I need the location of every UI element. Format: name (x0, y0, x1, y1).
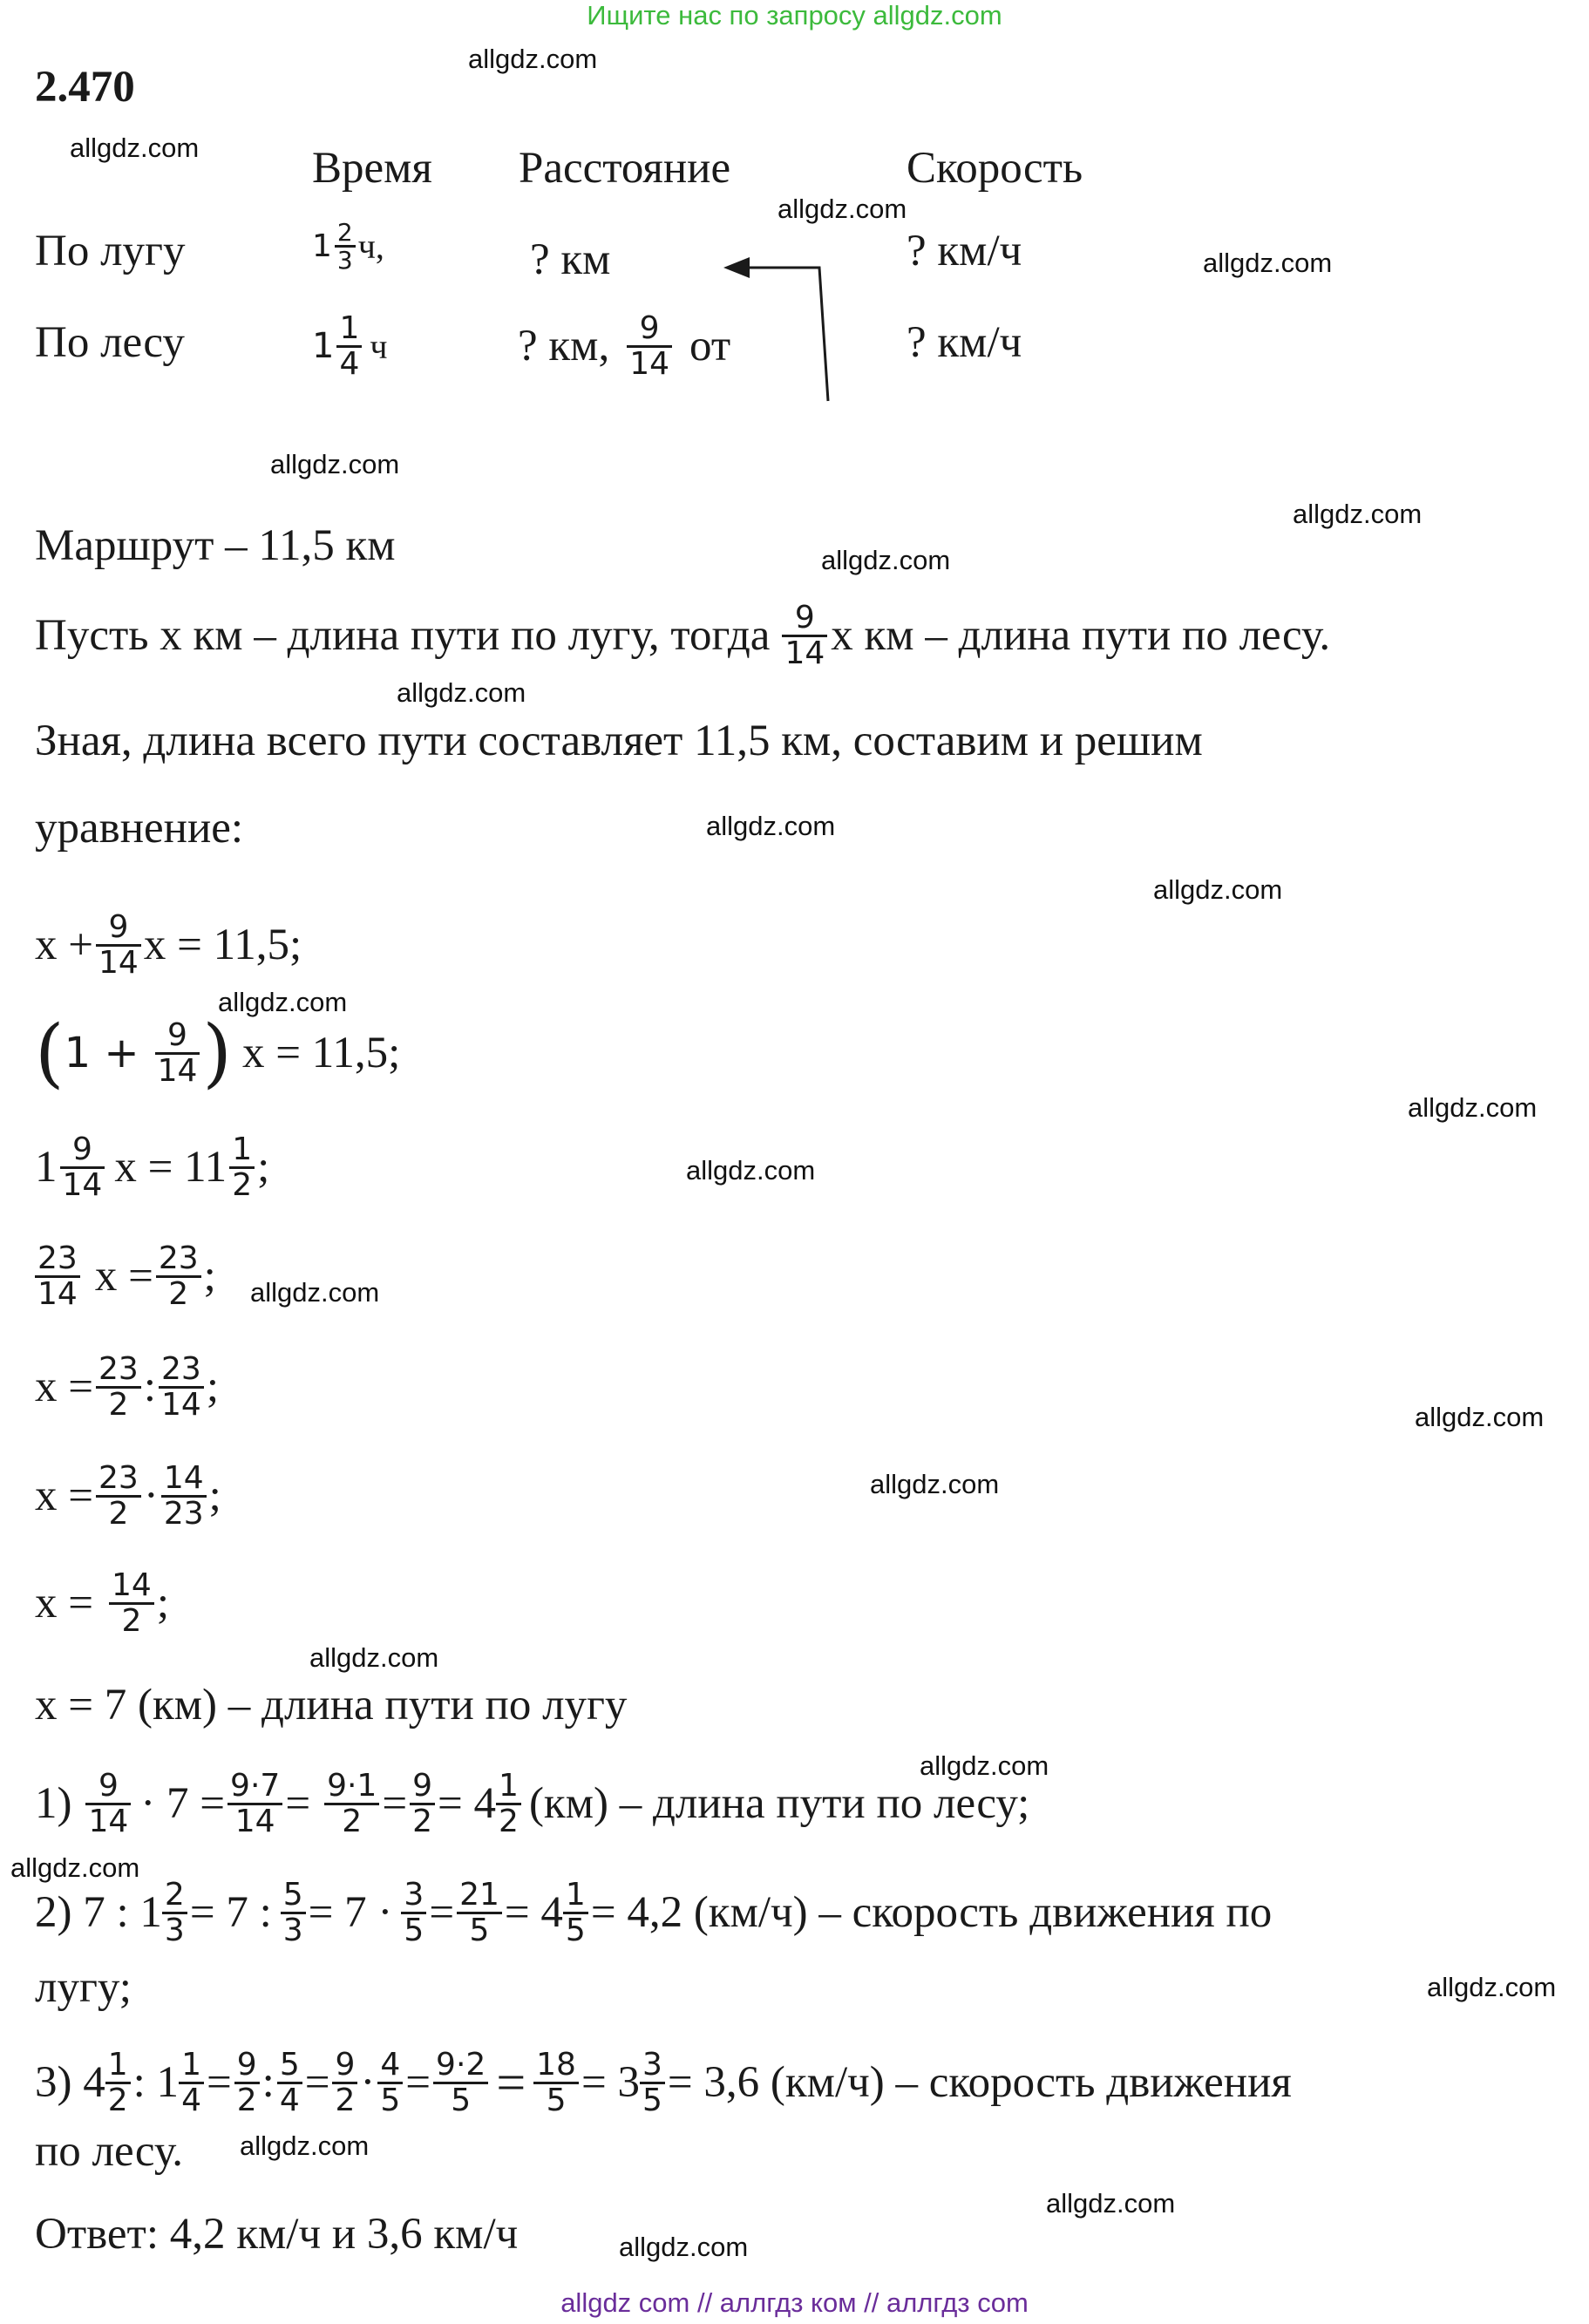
fraction: $\frac{9\cdot 1}{2}$ (324, 1770, 379, 1838)
watermark: allgdz.com (870, 1469, 1000, 1499)
watermark: allgdz.com (686, 1155, 816, 1186)
fraction: $\frac{9}{2}$ (332, 2049, 357, 2117)
watermark: allgdz.com (270, 449, 400, 479)
header-distance: Расстояние (519, 144, 731, 193)
row-label-forest: По лесу (35, 318, 185, 367)
watermark: allgdz.com (1153, 874, 1283, 905)
watermark: allgdz.com (1203, 248, 1333, 278)
row-distance-forest: ? км, $\frac{9}{14}$ от (518, 310, 731, 382)
fraction: $\frac{5}{3}$ (281, 1879, 306, 1947)
row-speed-forest: ? км/ч (907, 318, 1022, 367)
watermark: allgdz.com (706, 811, 836, 841)
fraction: $\frac{9}{2}$ (234, 2049, 260, 2117)
equation-6: х = $\frac{23}{2}$ · $\frac{14}{23}$ ; (35, 1460, 221, 1532)
watermark: allgdz.com (1293, 499, 1423, 529)
row-speed-meadow: ? км/ч (907, 227, 1022, 275)
answer: Ответ: 4,2 км/ч и 3,6 км/ч (35, 2210, 519, 2259)
bottom-banner: allgdz com // аллгдз ком // аллгдз com (560, 2287, 1029, 2318)
top-banner: Ищите нас по запросу allgdz.com (587, 0, 1002, 31)
relation-arrow (715, 257, 845, 405)
watermark: allgdz.com (397, 677, 526, 708)
fraction: $\frac{23}{14}$ (35, 1242, 80, 1311)
fraction: $\frac{9}{14}$ (627, 312, 672, 381)
watermark: allgdz.com (821, 545, 951, 575)
fraction: $\frac{21}{5}$ (457, 1879, 502, 1947)
equation-7: х = $\frac{14}{2}$ ; (35, 1567, 169, 1639)
fraction: $\frac{9}{14}$ (85, 1770, 131, 1838)
watermark: allgdz.com (1427, 1972, 1557, 2002)
text-line: уравнение: (35, 804, 244, 853)
row-time-meadow: 1 $\frac{2}{3}$ ч, (312, 218, 384, 275)
watermark: allgdz.com (920, 1750, 1049, 1781)
equation-4: $\frac{23}{14}$ х = $\frac{23}{2}$ ; (35, 1242, 216, 1311)
fraction: $\frac{1}{2}$ (496, 1770, 521, 1838)
fraction: $\frac{1}{4}$ (179, 2049, 204, 2117)
fraction: $\frac{23}{2}$ (156, 1242, 201, 1311)
watermark: allgdz.com (468, 44, 598, 74)
row-time-forest: 1 $\frac{1}{4}$ ч (312, 310, 388, 382)
watermark: allgdz.com (1415, 1402, 1545, 1432)
let-statement: Пусть х км – длина пути по лугу, тогда $\frac{9}{14}$ х км – длина пути по лесу. (35, 600, 1331, 671)
route-length: Маршрут – 11,5 км (35, 521, 396, 570)
header-speed: Скорость (907, 144, 1083, 193)
fraction: $\frac{14}{23}$ (161, 1462, 207, 1531)
fraction: $\frac{9}{14}$ (155, 1019, 200, 1088)
step-2: 2) 7 : 1 $\frac{2}{3}$ = 7 : $\frac{5}{3}$ = 7 · $\frac{3}{5}$ = $\frac{21}{5}$ = 4 $\frac{1}{5}$ = 4,2 (км/ч) – скорость движения по (35, 1877, 1273, 1948)
fraction: $\frac{23}{2}$ (96, 1353, 141, 1422)
text-line: Зная, длина всего пути составляет 11,5 км, составим и решим (35, 717, 1203, 765)
fraction: $\frac{2}{3}$ (162, 1879, 187, 1947)
fraction: $\frac{1}{5}$ (563, 1879, 588, 1947)
fraction: $\frac{5}{4}$ (277, 2049, 302, 2117)
fraction: $\frac{9}{2}$ (410, 1770, 435, 1838)
watermark: allgdz.com (240, 2130, 370, 2161)
fraction: $\frac{1}{2}$ (229, 1133, 255, 1202)
watermark: allgdz.com (218, 987, 348, 1017)
watermark: allgdz.com (1046, 2188, 1176, 2219)
fraction: $\frac{9\cdot 7}{14}$ (227, 1770, 282, 1838)
result-line: х = 7 (км) – длина пути по лугу (35, 1681, 628, 1729)
watermark: allgdz.com (250, 1277, 380, 1308)
watermark: allgdz.com (778, 194, 907, 224)
equation-2: ( 1 + $\frac{9}{14}$ ) х = 11,5; (35, 1009, 401, 1097)
watermark: allgdz.com (619, 2232, 749, 2262)
fraction: $\frac{23}{14}$ (159, 1353, 204, 1422)
row-distance-meadow: ? км (530, 235, 611, 284)
step-3: 3) 4 $\frac{1}{2}$ : 1 $\frac{1}{4}$ = $\frac{9}{2}$ : $\frac{5}{4}$ = $\frac{9}{2}$ · $\frac{4}{5}$ = $\frac{9\cdot 2}{5}$ = $\frac{18}{5}$ = 3 $\frac{3}{5}$ = 3,6 (км/ч) – скорость движения (35, 2047, 1292, 2118)
fraction: $\frac{4}{5}$ (377, 2049, 403, 2117)
fraction: $\frac{14}{2}$ (109, 1569, 154, 1638)
fraction: $\frac{2}{3}$ (335, 220, 356, 274)
row-label-meadow: По лугу (35, 227, 186, 275)
problem-number: 2.470 (35, 63, 135, 112)
watermark: allgdz.com (10, 1852, 140, 1883)
watermark: allgdz.com (70, 133, 200, 163)
fraction: $\frac{1}{2}$ (105, 2049, 131, 2117)
watermark: allgdz.com (309, 1642, 439, 1673)
fraction: $\frac{9\cdot 2}{5}$ (433, 2049, 488, 2117)
fraction: $\frac{9}{14}$ (60, 1133, 105, 1202)
fraction: $\frac{18}{5}$ (533, 2049, 579, 2117)
equation-1: х + $\frac{9}{14}$ х = 11,5; (35, 909, 302, 981)
step-1: 1) $\frac{9}{14}$ · 7 = $\frac{9\cdot 7}{14}$ = $\frac{9\cdot 1}{2}$ = $\frac{9}{2}$ = 4 $\frac{1}{2}$ (км) – длина пути по лесу; (35, 1768, 1030, 1839)
fraction: $\frac{3}{5}$ (401, 1879, 426, 1947)
watermark: allgdz.com (1408, 1092, 1538, 1123)
fraction: $\frac{23}{2}$ (96, 1462, 141, 1531)
fraction: $\frac{9}{14}$ (96, 911, 141, 980)
step-3-continued: по лесу. (35, 2127, 184, 2176)
header-time: Время (312, 144, 432, 193)
fraction: $\frac{3}{5}$ (640, 2049, 665, 2117)
equation-3: 1 $\frac{9}{14}$ х = 11 $\frac{1}{2}$ ; (35, 1131, 270, 1203)
step-2-continued: лугу; (35, 1963, 132, 2012)
fraction: $\frac{1}{4}$ (336, 312, 362, 381)
equation-5: х = $\frac{23}{2}$ : $\frac{23}{14}$ ; (35, 1351, 219, 1423)
fraction: $\frac{9}{14}$ (782, 601, 827, 670)
